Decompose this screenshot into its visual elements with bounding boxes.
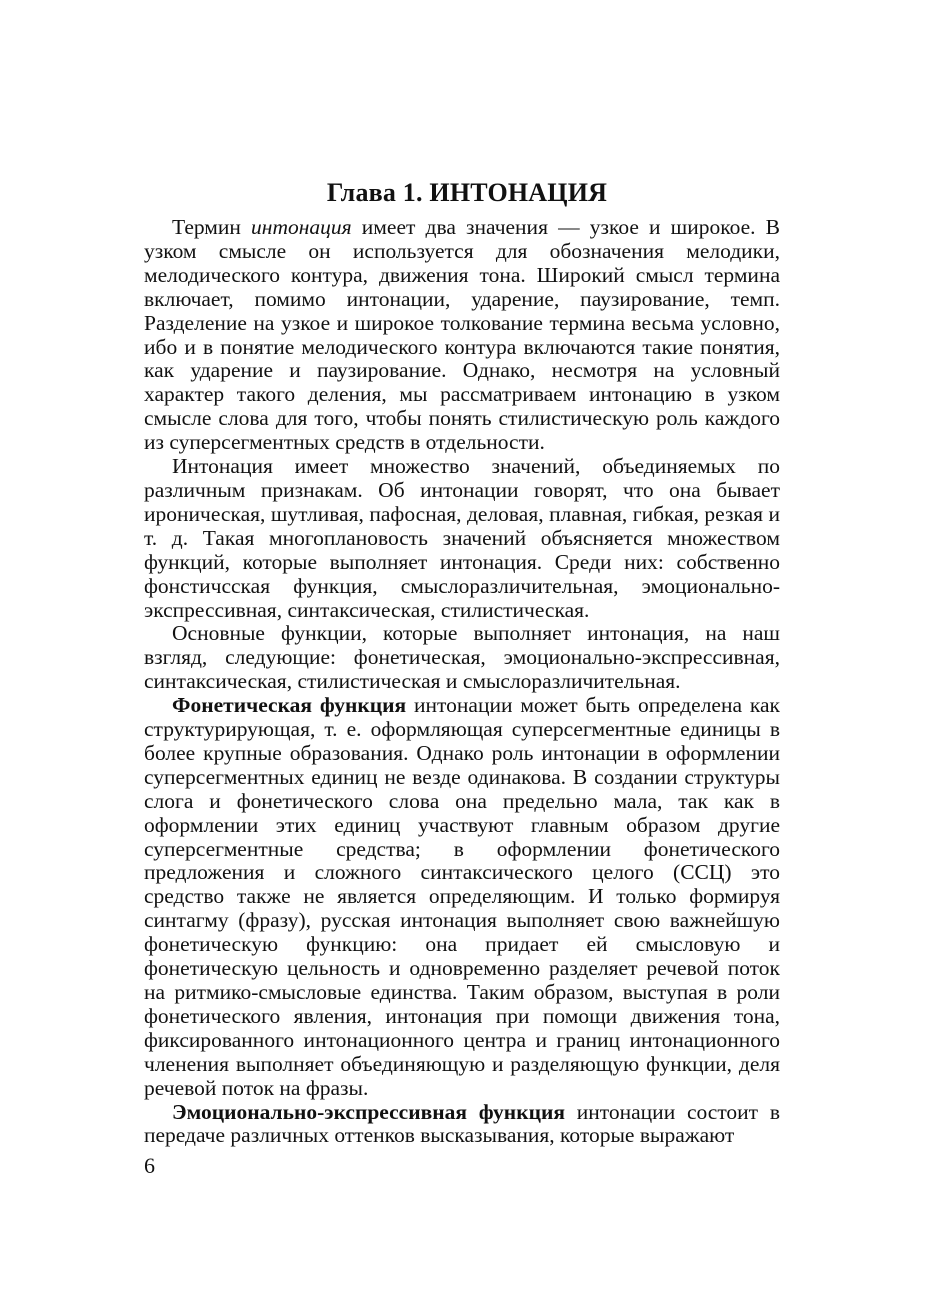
paragraph-term-definition: [144, 216, 780, 455]
body-text: [144, 216, 780, 1148]
bold-term: Эмоционально-экспрессивная функция: [172, 1099, 565, 1124]
italic-term: интонация: [251, 215, 352, 239]
bold-term: Фонетическая функция: [172, 693, 407, 718]
paragraph-lead: Термин: [172, 215, 252, 239]
paragraph-intonation-meanings: Интонация имеет множество значений, объединяемых по различным признакам. Об интонации говорят, что она бывает ироническая, шутливая, пафосная, деловая, плавная, гибкая, резкая и т. д. Такая многоплановость значений объясняется множеством функций, которые выполняет интонация. Среди них: собственно фонстичсская функция, смыслоразличительная, эмоционально-экспрессивная, синтаксическая, стилистическая.: [144, 454, 780, 622]
paragraph-rest: имеет два значения — узкое и широкое. В узком смысле он используется для обозначения мелодики, мелодического контура, движения тона. Широкий смысл термина включает, помимо интонации, ударение, паузирование, темп. Разделение на узкое и широкое толкование термина весьма условно, ибо и в понятие мелодического контура включаются такие понятия, как ударение и паузирование. Однако, несмотря на условный характер такого деления, мы рассматриваем интонацию в узком смысле слова для того, чтобы понять стилистическую роль каждого из суперсегментных средств в отдельности.: [144, 215, 780, 455]
paragraph-phonetic-function: [144, 694, 780, 1100]
chapter-heading: Глава 1. ИНТОНАЦИЯ: [326, 178, 608, 208]
paragraph-emotional-function: [144, 1101, 780, 1149]
paragraph-rest: интонации может быть определена как структурирующая, т. е. оформляющая суперсегментные единицы в более крупные образования. Однако роль интонации в оформлении суперсегментных единиц не везде одинакова. В создании структуры слога и фонетического слова она предельно мала, так как в оформлении этих единиц участвуют главным образом другие суперсегментные средства; в оформлении фонетического предложения и сложного синтаксического целого (ССЦ) это средство также не является определяющим. И только формируя синтагму (фразу), русская интонация выполняет свою важнейшую фонетическую функцию: она придает ей смысловую и фонетическую цельность и одновременно разделяет речевой поток на ритмико-смысловые единства. Таким образом, выступая в роли фонетического явления, интонация при помощи движения тона, фиксированного интонационного центра и границ интонационного членения выполняет объединяющую и разделяющую функции, деля речевой поток на фразы.: [144, 693, 780, 1100]
paragraph-rest: интонации состоит в передаче различных оттенков высказывания, которые выражают: [144, 1099, 780, 1148]
page-number: 6: [144, 1153, 155, 1178]
paragraph-main-functions: Основные функции, которые выполняет интонация, на наш взгляд, следующие: фонетическая, эмоционально-экспрессивная, синтаксическая, стилистическая и смыслоразличительная.: [144, 621, 780, 694]
